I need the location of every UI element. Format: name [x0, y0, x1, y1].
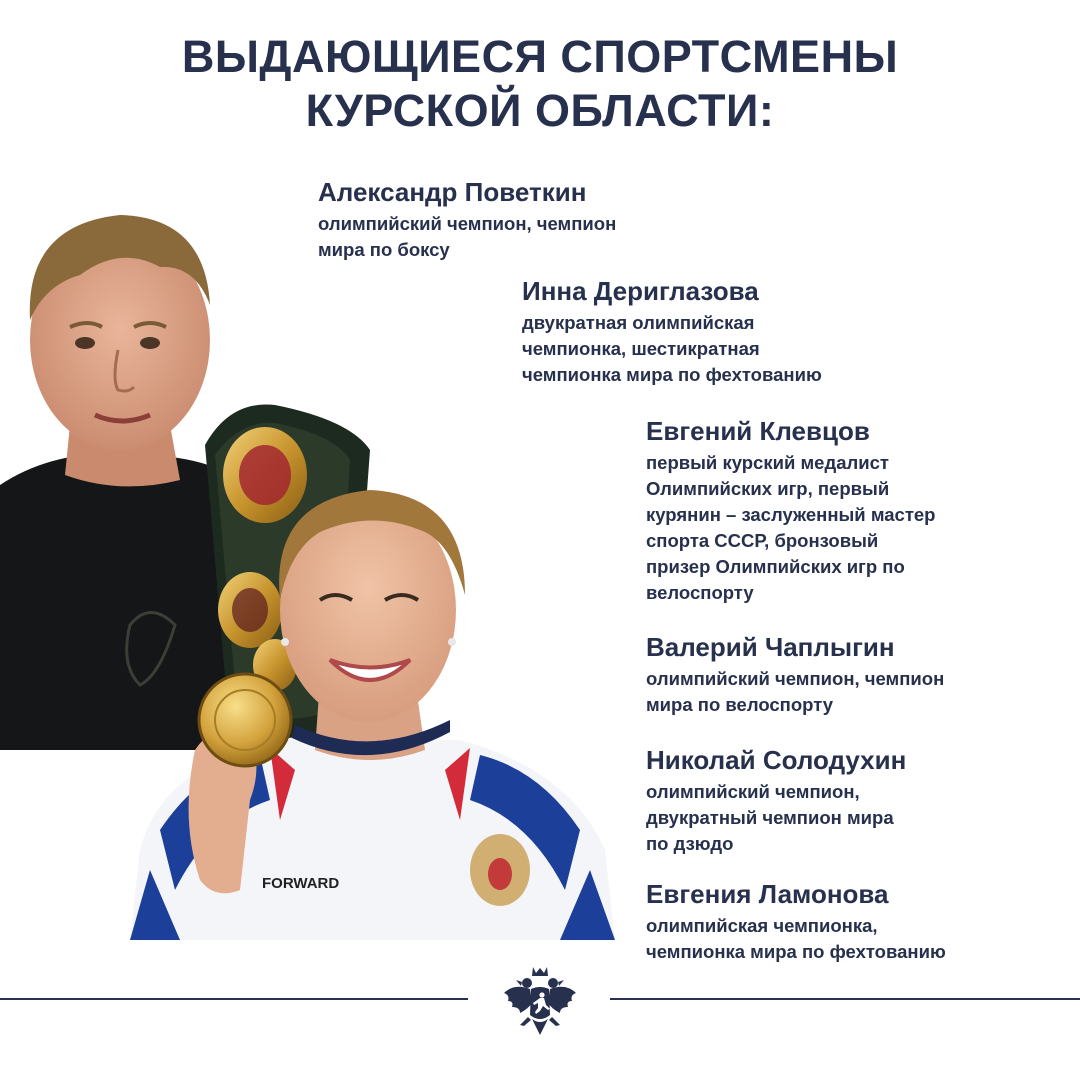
athlete-description: олимпийская чемпионка, чемпионка мира по фехтованию	[646, 915, 946, 962]
athlete-entry-chaplygin	[646, 632, 1066, 718]
footer-divider-left	[0, 998, 468, 1000]
athlete-entry-deriglazova	[522, 276, 942, 388]
fencer-photo	[120, 470, 620, 945]
double-headed-eagle-emblem-icon	[500, 963, 580, 1043]
athlete-name: Николай Солодухин	[646, 745, 907, 775]
athlete-entry-povetkin	[318, 177, 738, 263]
athlete-entry-solodukhin	[646, 745, 1066, 857]
footer-divider-right	[610, 998, 1080, 1000]
athlete-description: олимпийский чемпион, двукратный чемпион мира по дзюдо	[646, 781, 894, 854]
athlete-entry-lamonova	[646, 879, 1066, 965]
page-title-line-2: КУРСКОЙ ОБЛАСТИ:	[305, 85, 775, 136]
athlete-name: Валерий Чаплыгин	[646, 632, 895, 662]
athlete-description: олимпийский чемпион, чемпион мира по велоспорту	[646, 668, 945, 715]
athlete-entry-klevtsov	[646, 416, 1066, 606]
fencer-jersey-brand: FORWARD	[262, 875, 340, 892]
page-title	[0, 30, 1080, 138]
athlete-description: двукратная олимпийская чемпионка, шестикратная чемпионка мира по фехтованию	[522, 312, 822, 385]
athlete-description: первый курский медалист Олимпийских игр, первый курянин – заслуженный мастер спорта СССР, бронзовый призер Олимпийских игр по велоспорту	[646, 452, 936, 603]
athlete-name: Евгения Ламонова	[646, 879, 889, 909]
athlete-name: Евгений Клевцов	[646, 416, 870, 446]
athlete-name: Инна Дериглазова	[522, 276, 759, 306]
page-title-line-1: ВЫДАЮЩИЕСЯ СПОРТСМЕНЫ	[181, 31, 899, 82]
athlete-description: олимпийский чемпион, чемпион мира по боксу	[318, 213, 617, 260]
athlete-name: Александр Поветкин	[318, 177, 587, 207]
